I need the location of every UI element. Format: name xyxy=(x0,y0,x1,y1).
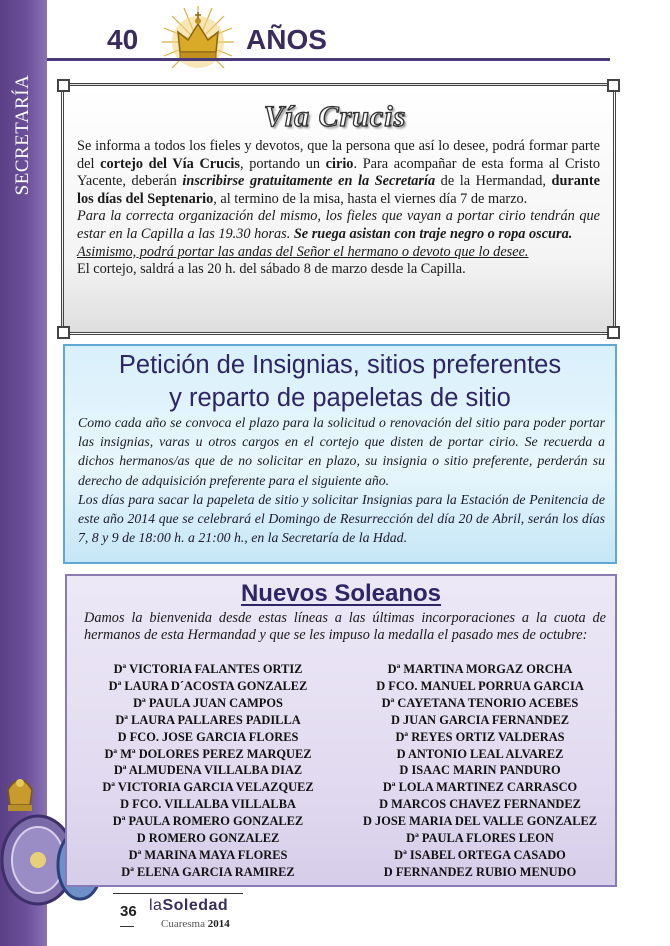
box-corner xyxy=(57,79,70,92)
edition-label: Cuaresma 2014 xyxy=(161,918,230,930)
footer-rule xyxy=(113,893,243,894)
section-label: SECRETARÍA xyxy=(12,74,33,196)
nuevos-title: Nuevos Soleanos xyxy=(240,580,442,607)
peticion-title: Petición de Insignias, sitios preferentes y reparto de papeletas de sitio xyxy=(118,351,562,412)
member-name: Dª LAURA PALLARES PADILLA xyxy=(115,712,301,727)
member-name: D FERNANDEZ RUBIO MENUDO xyxy=(383,864,577,879)
page-number: 36 xyxy=(120,903,137,920)
footer-dash xyxy=(120,926,134,927)
via-crucis-paragraph: El cortejo, saldrá a las 20 h. del sábado 8 de marzo desde la Capilla. xyxy=(77,261,466,278)
member-name: D ISAAC MARIN PANDURO xyxy=(399,763,561,778)
member-name: Dª REYES ORTIZ VALDERAS xyxy=(395,729,565,744)
via-crucis-paragraph: Se informa a todos los fieles y devotos, que la persona que así lo desee, podrá formar parte del cortejo del Vía Crucis, portando un cirio. Para acompañar de esta forma al Cristo Yacente, deberán inscribirse gratuitamente en la Secretaría de la Hermandad, durante los días del Septenario, al termino de la misa, hasta el viernes día 7 de marzo. xyxy=(77,138,600,207)
crown-emblem-icon xyxy=(158,4,238,80)
member-name: D FCO. MANUEL PORRUA GARCIA xyxy=(376,678,584,693)
member-name: Dª CAYETANA TENORIO ACEBES xyxy=(381,695,579,710)
member-name: D JUAN GARCIA FERNANDEZ xyxy=(391,712,569,727)
member-name: Dª ELENA GARCIA RAMIREZ xyxy=(121,864,295,879)
member-name: Dª LOLA MARTINEZ CARRASCO xyxy=(382,780,578,795)
nuevos-intro: Damos la bienvenida desde estas líneas a las últimas incorporaciones a la cuota de hermanos de esta Hermandad y que se les impuso la medalla el pasado mes de octubre: xyxy=(84,610,606,643)
member-name: D ROMERO GONZALEZ xyxy=(136,831,280,846)
via-crucis-title: Vía Crucis xyxy=(263,100,407,133)
box-corner xyxy=(607,326,620,339)
member-name: D ANTONIO LEAL ALVAREZ xyxy=(396,746,564,761)
peticion-paragraph: Como cada año se convoca el plazo para la solicitud o renovación del sitio para poder portar las insignias, varas u otros cargos en el cortejo que disten de portar cirio. Se recuerda a dichos hermanos/as que de no solicitar en plazo, su insignia o sitio preferente, perderán su derecho de adquisición preferente para el siguiente año. xyxy=(78,415,605,488)
via-crucis-body xyxy=(77,138,600,279)
peticion-body xyxy=(78,413,605,547)
anniversary-word: AÑOS xyxy=(246,24,327,55)
names-column-left xyxy=(80,661,336,881)
member-name: Dª PAULA FLORES LEON xyxy=(406,831,554,846)
peticion-paragraph: Los días para sacar la papeleta de sitio y solicitar Insignias para la Estación de Penitencia de este año 2014 que se celebrará el Domingo de Resurrección del día 20 de Abril, serán los días 7, 8 y 9 de 18:00 h. a 21:00 h., en la Secretaría de la Hdad. xyxy=(78,491,605,546)
box-corner xyxy=(607,79,620,92)
member-name: Dª ISABEL ORTEGA CASADO xyxy=(394,847,566,862)
member-name: D FCO. VILLALBA VILLALBA xyxy=(120,797,296,812)
member-name: Dª Mª DOLORES PEREZ MARQUEZ xyxy=(104,746,312,761)
via-crucis-paragraph: Para la correcta organización del mismo, los fieles que vayan a portar cirio tendrán que estar en la Capilla a las 19.30 horas. Se ruega asistan con traje negro o ropa oscura. xyxy=(77,208,600,242)
member-name: D FCO. JOSE GARCIA FLORES xyxy=(117,729,299,744)
names-column-right xyxy=(345,661,615,881)
anniversary-number: 40 xyxy=(107,24,139,55)
member-name: Dª PAULA JUAN CAMPOS xyxy=(133,695,283,710)
box-corner xyxy=(57,326,70,339)
member-name: Dª MARINA MAYA FLORES xyxy=(128,847,288,862)
member-name: D JOSE MARIA DEL VALLE GONZALEZ xyxy=(363,814,597,829)
member-name: D MARCOS CHAVEZ FERNANDEZ xyxy=(379,797,581,812)
member-name: Dª VICTORIA FALANTES ORTIZ xyxy=(113,662,303,676)
member-name: Dª MARTINA MORGAZ ORCHA xyxy=(387,662,573,676)
header-rule xyxy=(47,58,610,61)
member-name: Dª VICTORIA GARCIA VELAZQUEZ xyxy=(102,780,314,795)
member-name: Dª ALMUDENA VILLALBA DIAZ xyxy=(113,763,303,778)
magazine-name: laSoledad xyxy=(149,897,229,914)
member-name: Dª LAURA D´ACOSTA GONZALEZ xyxy=(108,678,308,693)
member-name: Dª PAULA ROMERO GONZALEZ xyxy=(112,814,304,829)
via-crucis-paragraph: Asimismo, podrá portar las andas del Señor el hermano o devoto que lo desee. xyxy=(77,243,529,260)
